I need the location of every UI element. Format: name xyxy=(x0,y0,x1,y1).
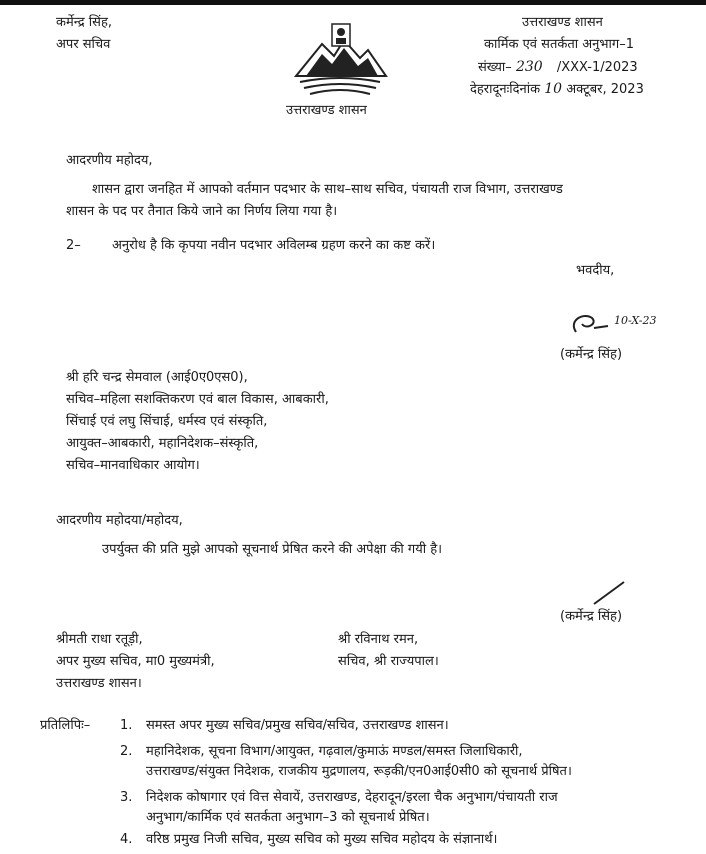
closing: भवदीय, xyxy=(576,263,615,278)
paragraph-1-line-2: शासन के पद पर तैनात किये जाने का निर्णय लिया गया है। xyxy=(66,204,338,219)
date-day: 10 xyxy=(544,81,563,97)
recipient-line: सचिव–महिला सशक्तिकरण एवं बाल विकास, आबकारी, xyxy=(66,392,329,407)
copy-item-number: 4. xyxy=(120,832,133,847)
addressee-left-line: श्रीमती राधा रतूड़ी, xyxy=(56,632,143,647)
paragraph-2-number: 2– xyxy=(66,238,81,253)
second-salutation: आदरणीय महोदया/महोदय, xyxy=(56,513,183,528)
uttarakhand-emblem-icon xyxy=(288,18,392,98)
addressee-right-line: सचिव, श्री राज्यपाल। xyxy=(338,654,439,669)
section-name: कार्मिक एवं सतर्कता अनुभाग–1 xyxy=(484,37,634,52)
copy-item-number: 2. xyxy=(120,744,133,759)
date-rest: अक्टूबर, 2023 xyxy=(566,82,644,97)
sender-name: कर्मेन्द्र सिंह, xyxy=(56,15,113,30)
recipient-line: सचिव–मानवाधिकार आयोग। xyxy=(66,458,200,473)
top-border xyxy=(0,0,706,5)
copy-item-text: समस्त अपर मुख्य सचिव/प्रमुख सचिव/सचिव, उत्तराखण्ड शासन। xyxy=(146,718,449,733)
copy-item-text: निदेशक कोषागार एवं वित्त सेवायें, उत्तराखण्ड, देहरादून/इरला चैक अनुभाग/पंचायती राज xyxy=(146,790,558,805)
sender-designation: अपर सचिव xyxy=(56,37,111,52)
paragraph-1-line-1: शासन द्वारा जनहित में आपको वर्तमान पदभार के साथ–साथ सचिव, पंचायती राज विभाग, उत्तराखण्ड xyxy=(92,182,563,197)
number-value: 230 xyxy=(515,59,543,75)
second-body: उपर्युक्त की प्रति मुझे आपको सूचनार्थ प्रेषित करने की अपेक्षा की गयी है। xyxy=(102,542,443,557)
addressee-left-line: उत्तराखण्ड शासन। xyxy=(56,676,142,691)
letter-date xyxy=(470,80,644,99)
copy-item-number: 1. xyxy=(120,718,133,733)
copy-item-text: वरिष्ठ प्रमुख निजी सचिव, मुख्य सचिव को मुख्य सचिव महोदय के संज्ञानार्थ। xyxy=(146,832,498,847)
date-label: देहरादूनःदिनांक xyxy=(470,82,541,97)
initials-icon xyxy=(590,578,630,608)
copy-item-text: अनुभाग/कार्मिक एवं सतर्कता अनुभाग–3 को सूचनार्थ प्रेषित। xyxy=(146,810,430,825)
number-suffix: /XXX-1/2023 xyxy=(556,60,638,75)
addressee-right-line: श्री रविनाथ रमन, xyxy=(338,632,419,647)
org-name: उत्तराखण्ड शासन xyxy=(522,15,603,30)
signatory-2: (कर्मेन्द्र सिंह) xyxy=(560,609,623,624)
copy-item-text: उत्तराखण्ड/संयुक्त निदेशक, राजकीय मुद्रणालय, रूड़की/एन0आई0सी0 को सूचनार्थ प्रेषित। xyxy=(146,764,572,779)
recipient-line: आयुक्त–आबकारी, महानिदेशक–संस्कृति, xyxy=(66,436,259,451)
paragraph-2: अनुरोध है कि कृपया नवीन पदभार अविलम्ब ग्रहण करने का कष्ट करें। xyxy=(112,238,436,253)
salutation: आदरणीय महोदय, xyxy=(66,153,153,168)
reference-number xyxy=(478,58,638,77)
addressee-left-line: अपर मुख्य सचिव, मा0 मुख्यमंत्री, xyxy=(56,654,215,669)
signatory-1: (कर्मेन्द्र सिंह) xyxy=(560,347,623,362)
number-label: संख्या– xyxy=(478,60,512,75)
copy-item-number: 3. xyxy=(120,790,133,805)
recipient-line: श्री हरि चन्द्र सेमवाल (आई0ए0एस0), xyxy=(66,370,248,385)
emblem-caption: उत्तराखण्ड शासन xyxy=(286,103,367,118)
recipient-line: सिंचाई एवं लघु सिंचाई, धर्मस्व एवं संस्कृति, xyxy=(66,414,268,429)
signature-icon xyxy=(566,310,616,342)
signature-date: 10-X-23 xyxy=(614,314,657,327)
copy-item-text: महानिदेशक, सूचना विभाग/आयुक्त, गढ़वाल/कुमाऊं मण्डल/समस्त जिलाधिकारी, xyxy=(146,744,523,759)
copies-label: प्रतिलिपिः– xyxy=(40,718,91,733)
